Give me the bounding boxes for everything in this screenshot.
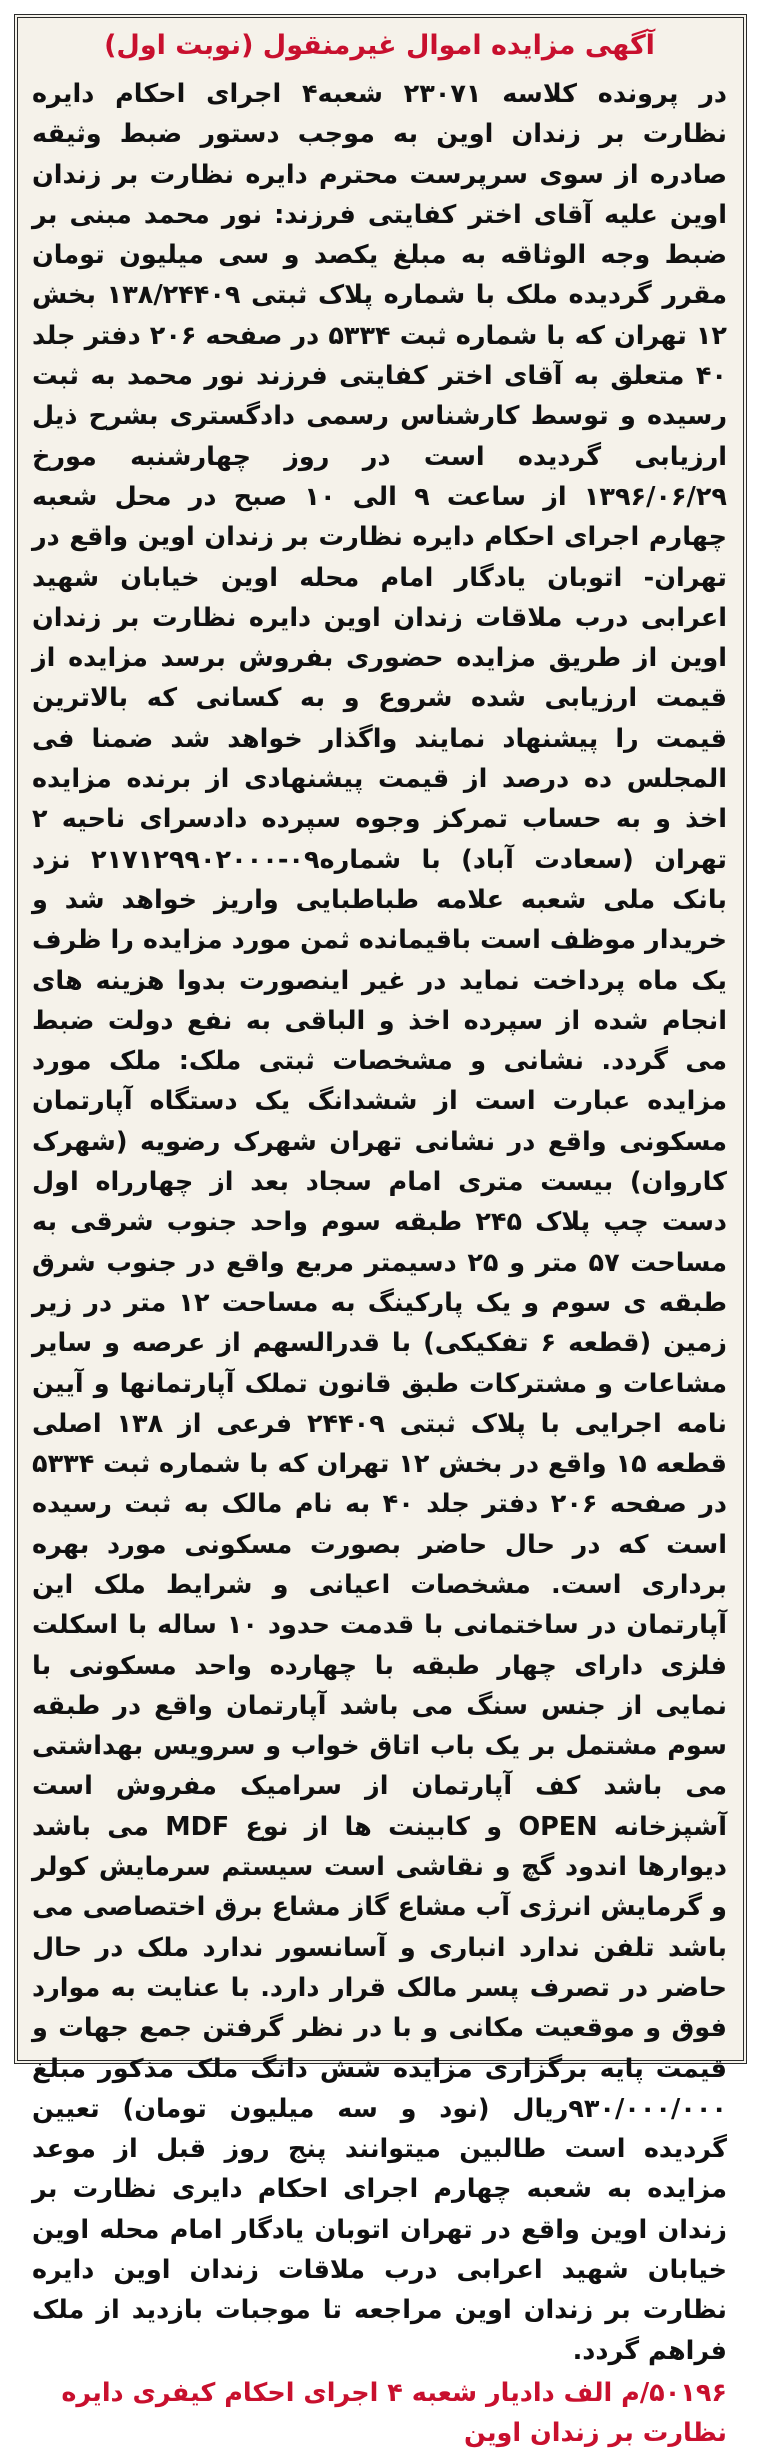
notice-footer: ۵۰۱۹۶/م الف دادیار شعبه ۴ اجرای احکام کیفری دایره نظارت بر زندان اوین: [61, 2377, 727, 2448]
notice-frame: [14, 14, 747, 2448]
notice-title: آگهی مزایده اموال غیرمنقول (نوبت اول): [104, 30, 655, 61]
notice-body: در پرونده کلاسه ۲۳۰۷۱ شعبه۴ اجرای احکام دایره نظارت بر زندان اوین به موجب دستور ضبط وثیقه صادره از سوی سرپرست محترم دایره نظارت بر زندان اوین علیه آقای اختر کفایتی فرزند: نور محمد مبنی بر ضبط وجه الوثاقه به مبلغ یکصد و سی میلیون تومان مقرر گردیده ملک با شماره پلاک ثبتی ۱۳۸/۲۴۴۰۹ بخش ۱۲ تهران که با شماره ثبت ۵۳۳۴ در صفحه ۲۰۶ دفتر جلد ۴۰ متعلق به آقای اختر کفایتی فرزند نور محمد به ثبت رسیده و توسط کارشناس رسمی دادگستری بشرح ذیل ارزیابی گردیده است در روز چهارشنبه مورخ ۱۳۹۶/۰۶/۲۹ از ساعت ۹ الی ۱۰ صبح در محل شعبه چهارم اجرای احکام دایره نظارت بر زندان اوین واقع در تهران- اتوبان یادگار امام محله اوین خیابان شهید اعرابی درب ملاقات زندان اوین دایره نظارت بر زندان اوین از طریق مزایده حضوری بفروش برسد مزایده از قیمت ارزیابی شده شروع و به کسانی که بالاترین قیمت را پیشنهاد نمایند واگذار خواهد شد ضمنا فی المجلس ده درصد از قیمت پیشنهادی از برنده مزایده اخذ و به حساب تمرکز وجوه سپرده دادسرای ناحیه ۲ تهران (سعادت آباد) با شماره۰۹-۲۱۷۱۲۹۹۰۲۰۰۰ نزد بانک ملی شعبه علامه طباطبایی واریز خواهد شد و خریدار موظف است باقیمانده ثمن مورد مزایده را ظرف یک ماه پرداخت نماید در غیر اینصورت بدوا هزینه های انجام شده از سپرده اخذ و الباقی به نفع دولت ضبط می گردد. نشانی و مشخصات ثبتی ملک: ملک مورد مزایده عبارت است از ششدانگ یک دستگاه آپارتمان مسکونی واقع در نشانی تهران شهرک رضویه (شهرک کاروان) بیست متری امام سجاد بعد از چهارراه اول دست چپ پلاک ۲۴۵ طبقه سوم واحد جنوب شرقی به مساحت ۵۷ متر و ۲۵ دسیمتر مربع واقع در جنوب شرق طبقه ی سوم و یک پارکینگ به مساحت ۱۲ متر در زیر زمین (قطعه ۶ تفکیکی) با قدرالسهم از عرصه و سایر مشاعات و مشترکات طبق قانون تملک آپارتمانها و آیین نامه اجرایی با پلاک ثبتی ۲۴۴۰۹ فرعی از ۱۳۸ اصلی قطعه ۱۵ واقع در بخش ۱۲ تهران که با شماره ثبت ۵۳۳۴ در صفحه ۲۰۶ دفتر جلد ۴۰ به نام مالک به ثبت رسیده است که در حال حاضر بصورت مسکونی مورد بهره برداری است. مشخصات اعیانی و شرایط ملک این آپارتمان در ساختمانی با قدمت حدود ۱۰ ساله با اسکلت فلزی دارای چهار طبقه با چهارده واحد مسکونی با نمایی از جنس سنگ می باشد آپارتمان واقع در طبقه سوم مشتمل بر یک باب اتاق خواب و سرویس بهداشتی می باشد کف آپارتمان از سرامیک مفروش است آشپزخانه OPEN و کابینت ها از نوع MDF می باشد دیوارها اندود گچ و نقاشی است سیستم سرمایش کولر و گرمایش انرژی آب مشاع گاز مشاع برق اختصاصی می باشد تلفن ندارد انباری و آسانسور ندارد ملک در حال حاضر در تصرف پسر مالک قرار دارد. با عنایت به موارد فوق و موقعیت مکانی و با در نظر گرفتن جمع جهات و قیمت پایه برگزاری مزایده شش دانگ ملک مذکور مبلغ ۹۳۰/۰۰۰/۰۰۰ریال (نود و سه میلیون تومان) تعیین گردیده است طالبین میتوانند پنج روز قبل از موعد مزایده به شعبه چهارم اجرای احکام دایری نظارت بر زندان اوین واقع در تهران اتوبان یادگار امام محله اوین خیابان شهید اعرابی درب ملاقات زندان اوین دایره نظارت بر زندان اوین مراجعه تا موجبات بازدید از ملک فراهم گردد.: [32, 79, 728, 2366]
auction-notice: [18, 18, 743, 2453]
